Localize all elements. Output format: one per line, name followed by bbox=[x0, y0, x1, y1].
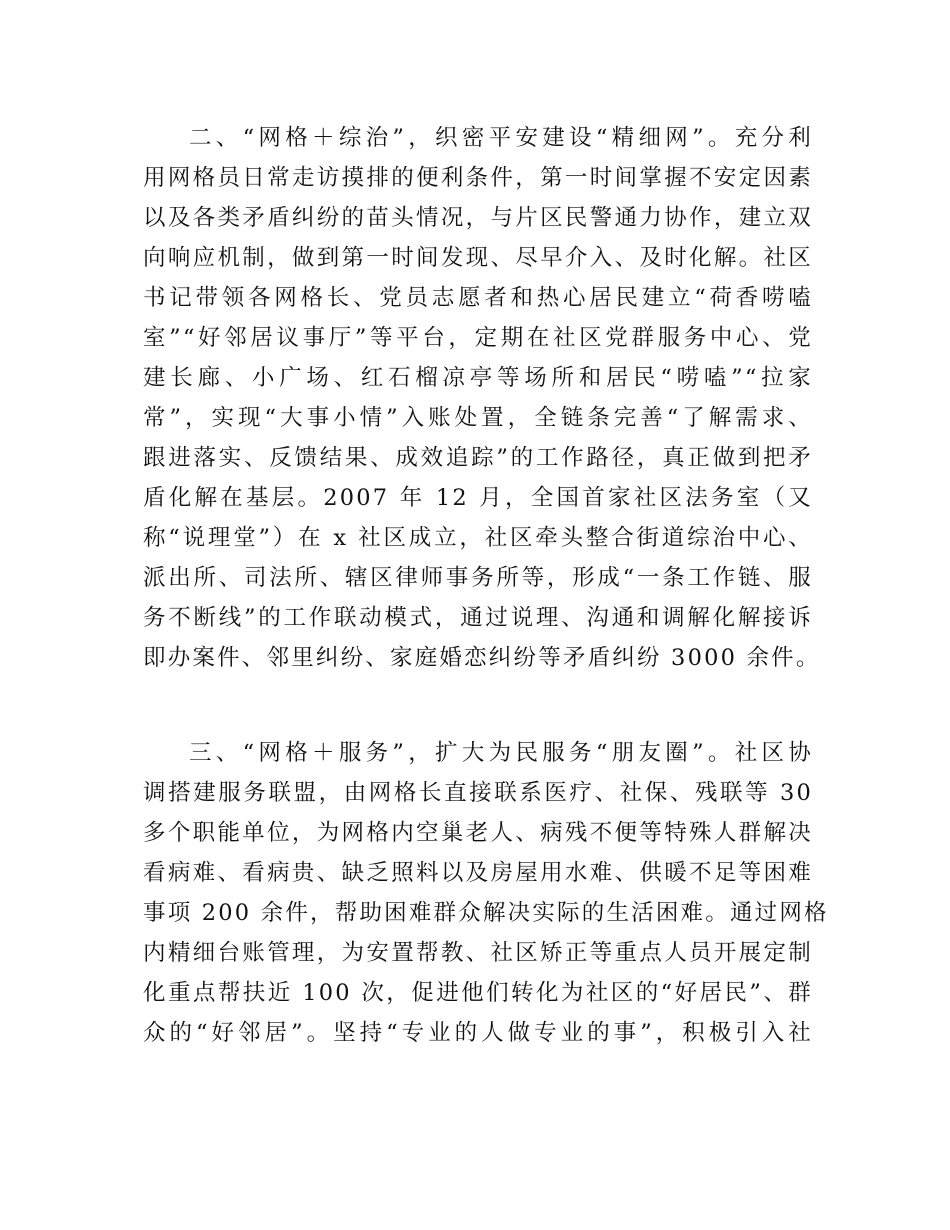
paragraph-line: 二、“网格＋综治”，织密平安建设“精细网”。充分利 bbox=[189, 125, 813, 151]
paragraph-line: 多个职能单位，为网格内空巢老人、病残不便等特殊人群解决 bbox=[143, 820, 813, 846]
paragraph-line: 事项 200 余件，帮助困难群众解决实际的生活困难。通过网格 bbox=[143, 900, 829, 926]
paragraph-line: 用网格员日常走访摸排的便利条件，第一时间掌握不安定因素 bbox=[143, 165, 813, 191]
paragraph-line: 看病难、看病贵、缺乏照料以及房屋用水难、供暖不足等困难 bbox=[143, 860, 813, 886]
paragraph-line: 派出所、司法所、辖区律师事务所等，形成“一条工作链、服 bbox=[143, 565, 813, 591]
paragraph-line: 建长廊、小广场、红石榴凉亭等场所和居民“唠嗑”“拉家 bbox=[143, 365, 813, 391]
paragraph-line: 常”，实现“大事小情”入账处置，全链条完善“了解需求、 bbox=[143, 405, 813, 431]
paragraph-line: 众的“好邻居”。坚持“专业的人做专业的事”，积极引入社 bbox=[143, 1020, 813, 1046]
paragraph-line: 以及各类矛盾纠纷的苗头情况，与片区民警通力协作，建立双 bbox=[143, 205, 813, 231]
paragraph-line: 务不断线”的工作联动模式，通过说理、沟通和调解化解接诉 bbox=[143, 605, 813, 631]
paragraph-grid-governance bbox=[143, 118, 821, 678]
paragraph-line: 三、“网格＋服务”，扩大为民服务“朋友圈”。社区协 bbox=[189, 740, 813, 766]
paragraph-line: 室”“好邻居议事厅”等平台，定期在社区党群服务中心、党 bbox=[143, 325, 813, 351]
paragraph-line: 书记带领各网格长、党员志愿者和热心居民建立“荷香唠嗑 bbox=[143, 285, 813, 311]
paragraph-line: 调搭建服务联盟，由网格长直接联系医疗、社保、残联等 30 bbox=[143, 780, 813, 806]
paragraph-line: 化重点帮扶近 100 次，促进他们转化为社区的“好居民”、群 bbox=[143, 980, 813, 1006]
paragraph-line: 称“说理堂”）在 x 社区成立，社区牵头整合街道综治中心、 bbox=[143, 525, 813, 551]
paragraph-line: 盾化解在基层。2007 年 12 月，全国首家社区法务室（又 bbox=[143, 485, 813, 511]
paragraph-line: 跟进落实、反馈结果、成效追踪”的工作路径，真正做到把矛 bbox=[143, 445, 813, 471]
paragraph-grid-service bbox=[143, 733, 829, 1053]
paragraph-line: 内精细台账管理，为安置帮教、社区矫正等重点人员开展定制 bbox=[143, 940, 813, 966]
paragraph-line: 向响应机制，做到第一时间发现、尽早介入、及时化解。社区 bbox=[143, 245, 813, 271]
paragraph-line: 即办案件、邻里纠纷、家庭婚恋纠纷等矛盾纠纷 3000 余件。 bbox=[143, 645, 821, 671]
